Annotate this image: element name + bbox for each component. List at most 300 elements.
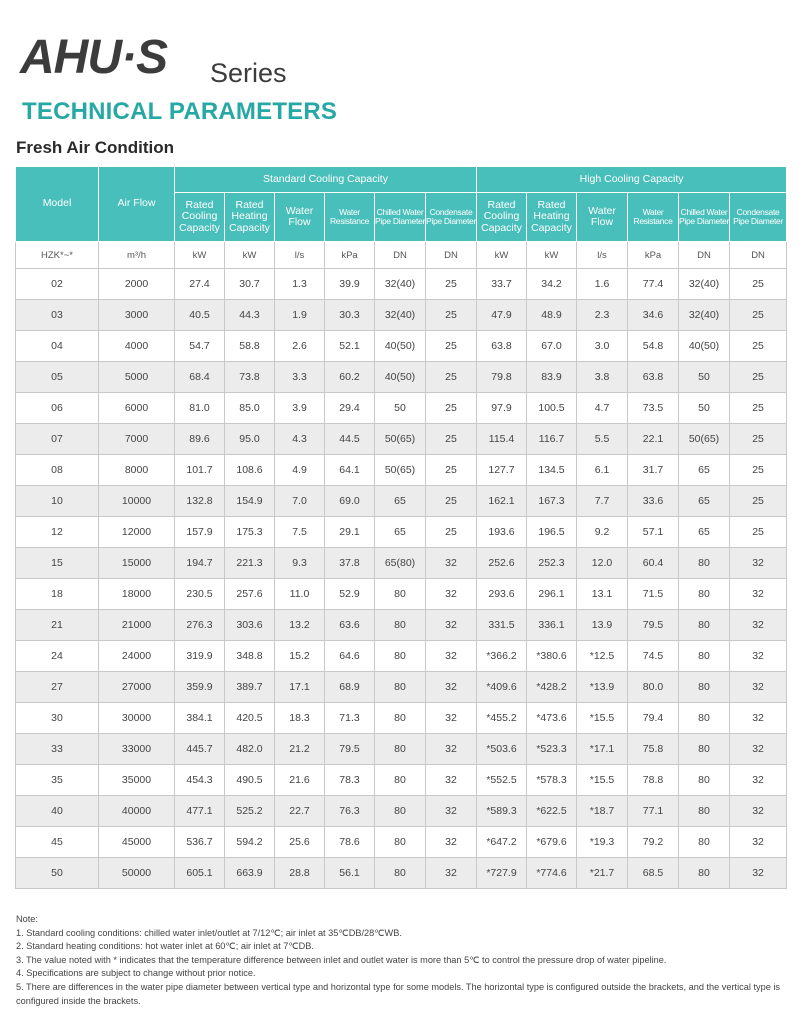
- table-cell: 25: [426, 331, 477, 362]
- table-cell: 11.0: [275, 579, 325, 610]
- table-cell: 32(40): [679, 300, 730, 331]
- table-cell: 116.7: [527, 424, 577, 455]
- table-cell: 50(65): [679, 424, 730, 455]
- unit-cell: kPa: [325, 242, 375, 269]
- table-cell: 80: [375, 796, 426, 827]
- section-title: Fresh Air Condition: [16, 138, 175, 157]
- table-cell: 252.3: [527, 548, 577, 579]
- unit-cell: kW: [477, 242, 527, 269]
- table-cell: 63.6: [325, 610, 375, 641]
- table-cell: *552.5: [477, 765, 527, 796]
- table-cell: 32: [426, 579, 477, 610]
- table-cell: 7000: [99, 424, 175, 455]
- model-cell: 50: [16, 858, 99, 889]
- table-cell: 15.2: [275, 641, 325, 672]
- table-cell: *473.6: [527, 703, 577, 734]
- table-cell: 32: [426, 610, 477, 641]
- table-cell: 80: [375, 672, 426, 703]
- table-cell: 50(65): [375, 455, 426, 486]
- table-cell: 25: [730, 486, 787, 517]
- table-row: [16, 796, 787, 827]
- table-cell: 28.8: [275, 858, 325, 889]
- table-cell: *455.2: [477, 703, 527, 734]
- table-cell: 77.1: [628, 796, 679, 827]
- table-cell: 50: [679, 393, 730, 424]
- table-cell: 25: [730, 424, 787, 455]
- table-cell: 80: [679, 703, 730, 734]
- table-cell: 25: [426, 269, 477, 300]
- table-cell: 32(40): [679, 269, 730, 300]
- table-cell: 32: [426, 765, 477, 796]
- table-cell: *523.3: [527, 734, 577, 765]
- header-group-row: [16, 167, 787, 193]
- table-cell: 3000: [99, 300, 175, 331]
- table-cell: 25: [426, 455, 477, 486]
- table-cell: 29.1: [325, 517, 375, 548]
- parameters-table: [15, 166, 787, 889]
- table-cell: 12000: [99, 517, 175, 548]
- brand-series: Series: [210, 58, 287, 88]
- table-cell: 32: [730, 703, 787, 734]
- table-cell: 13.9: [577, 610, 628, 641]
- header-std-rated-heating: Rated Heating Capacity: [225, 193, 275, 242]
- table-cell: 3.0: [577, 331, 628, 362]
- table-cell: 296.1: [527, 579, 577, 610]
- table-cell: 40(50): [375, 331, 426, 362]
- table-cell: 54.8: [628, 331, 679, 362]
- table-cell: 34.6: [628, 300, 679, 331]
- table-cell: 445.7: [175, 734, 225, 765]
- table-cell: 25: [426, 300, 477, 331]
- table-cell: 40000: [99, 796, 175, 827]
- unit-cell: DN: [375, 242, 426, 269]
- unit-cell: kW: [527, 242, 577, 269]
- table-cell: *647.2: [477, 827, 527, 858]
- table-cell: *679.6: [527, 827, 577, 858]
- unit-cell: DN: [730, 242, 787, 269]
- table-cell: 6.1: [577, 455, 628, 486]
- table-cell: 35000: [99, 765, 175, 796]
- table-cell: 32: [730, 765, 787, 796]
- table-row: [16, 424, 787, 455]
- table-cell: 12.0: [577, 548, 628, 579]
- model-cell: 04: [16, 331, 99, 362]
- table-cell: 80: [375, 610, 426, 641]
- table-cell: 5.5: [577, 424, 628, 455]
- table-cell: 32: [730, 858, 787, 889]
- table-cell: 77.4: [628, 269, 679, 300]
- model-cell: 45: [16, 827, 99, 858]
- table-cell: 65(80): [375, 548, 426, 579]
- table-cell: *380.6: [527, 641, 577, 672]
- table-cell: 52.9: [325, 579, 375, 610]
- model-cell: 40: [16, 796, 99, 827]
- model-cell: 35: [16, 765, 99, 796]
- table-cell: 32: [730, 579, 787, 610]
- table-cell: 25: [426, 517, 477, 548]
- table-cell: 25: [426, 424, 477, 455]
- table-cell: 33000: [99, 734, 175, 765]
- table-cell: 536.7: [175, 827, 225, 858]
- table-cell: 13.2: [275, 610, 325, 641]
- header-model: Model: [16, 167, 99, 242]
- table-cell: 48.9: [527, 300, 577, 331]
- table-cell: 25: [730, 362, 787, 393]
- table-cell: 80.0: [628, 672, 679, 703]
- table-cell: *366.2: [477, 641, 527, 672]
- table-cell: 33.6: [628, 486, 679, 517]
- table-cell: 31.7: [628, 455, 679, 486]
- table-row: [16, 579, 787, 610]
- table-cell: *622.5: [527, 796, 577, 827]
- table-cell: 21000: [99, 610, 175, 641]
- table-cell: 65: [679, 517, 730, 548]
- table-cell: 331.5: [477, 610, 527, 641]
- table-cell: 80: [679, 641, 730, 672]
- note-item: 4. Specifications are subject to change without prior notice.: [16, 968, 256, 979]
- table-row: [16, 641, 787, 672]
- table-cell: 32: [426, 734, 477, 765]
- table-cell: 80: [679, 796, 730, 827]
- table-cell: 32: [730, 610, 787, 641]
- table-cell: 32: [426, 827, 477, 858]
- table-cell: 157.9: [175, 517, 225, 548]
- table-cell: *13.9: [577, 672, 628, 703]
- table-cell: 25: [730, 300, 787, 331]
- table-row: [16, 269, 787, 300]
- unit-cell: m³/h: [99, 242, 175, 269]
- table-cell: *774.6: [527, 858, 577, 889]
- table-cell: 167.3: [527, 486, 577, 517]
- table-cell: 73.8: [225, 362, 275, 393]
- table-cell: 27.4: [175, 269, 225, 300]
- table-cell: 78.3: [325, 765, 375, 796]
- header-high-rated-heating: Rated Heating Capacity: [527, 193, 577, 242]
- table-cell: 50000: [99, 858, 175, 889]
- table-cell: 108.6: [225, 455, 275, 486]
- table-cell: 74.5: [628, 641, 679, 672]
- table-body: [16, 242, 787, 889]
- table-cell: 490.5: [225, 765, 275, 796]
- table-cell: 454.3: [175, 765, 225, 796]
- unit-cell: l/s: [577, 242, 628, 269]
- header-high-water-flow: Water Flow: [577, 193, 628, 242]
- table-cell: 252.6: [477, 548, 527, 579]
- table-cell: 64.1: [325, 455, 375, 486]
- table-cell: 80: [375, 734, 426, 765]
- table-cell: 45000: [99, 827, 175, 858]
- table-cell: 27000: [99, 672, 175, 703]
- table-cell: 60.2: [325, 362, 375, 393]
- model-cell: 02: [16, 269, 99, 300]
- table-cell: 221.3: [225, 548, 275, 579]
- header-standard-cooling: Standard Cooling Capacity: [175, 167, 477, 193]
- table-cell: 79.2: [628, 827, 679, 858]
- table-cell: *428.2: [527, 672, 577, 703]
- unit-cell: kW: [175, 242, 225, 269]
- table-cell: 420.5: [225, 703, 275, 734]
- table-row: [16, 486, 787, 517]
- table-cell: 40(50): [375, 362, 426, 393]
- table-cell: 663.9: [225, 858, 275, 889]
- table-cell: 24000: [99, 641, 175, 672]
- unit-cell: DN: [679, 242, 730, 269]
- unit-cell: kW: [225, 242, 275, 269]
- header-high-condensate-pipe: Condensate Pipe Diameter: [730, 193, 787, 242]
- table-cell: 32: [426, 641, 477, 672]
- table-cell: 13.1: [577, 579, 628, 610]
- table-cell: 65: [679, 455, 730, 486]
- table-cell: 10000: [99, 486, 175, 517]
- table-cell: 230.5: [175, 579, 225, 610]
- table-cell: 68.5: [628, 858, 679, 889]
- table-cell: *17.1: [577, 734, 628, 765]
- header-std-rated-cooling: Rated Cooling Capacity: [175, 193, 225, 242]
- table-cell: 8000: [99, 455, 175, 486]
- table-cell: 80: [375, 827, 426, 858]
- table-cell: 50: [679, 362, 730, 393]
- table-row: [16, 734, 787, 765]
- table-cell: 80: [375, 858, 426, 889]
- model-cell: 21: [16, 610, 99, 641]
- table-row: [16, 703, 787, 734]
- table-cell: 336.1: [527, 610, 577, 641]
- table-cell: 25: [730, 517, 787, 548]
- units-row: [16, 242, 787, 269]
- table-row: [16, 300, 787, 331]
- table-cell: 71.3: [325, 703, 375, 734]
- table-cell: 65: [679, 486, 730, 517]
- table-cell: 25: [730, 331, 787, 362]
- table-cell: 78.8: [628, 765, 679, 796]
- table-cell: 7.5: [275, 517, 325, 548]
- table-cell: 65: [375, 486, 426, 517]
- table-cell: 3.9: [275, 393, 325, 424]
- table-cell: 30.7: [225, 269, 275, 300]
- table-cell: 32: [426, 672, 477, 703]
- unit-cell: DN: [426, 242, 477, 269]
- table-cell: 40(50): [679, 331, 730, 362]
- table-cell: 69.0: [325, 486, 375, 517]
- table-cell: 154.9: [225, 486, 275, 517]
- table-row: [16, 331, 787, 362]
- table-cell: 32: [730, 796, 787, 827]
- table-cell: *18.7: [577, 796, 628, 827]
- table-cell: 4000: [99, 331, 175, 362]
- model-cell: 06: [16, 393, 99, 424]
- table-cell: 482.0: [225, 734, 275, 765]
- table-cell: 193.6: [477, 517, 527, 548]
- table-cell: 57.1: [628, 517, 679, 548]
- table-cell: 79.8: [477, 362, 527, 393]
- table-cell: 33.7: [477, 269, 527, 300]
- table-cell: 1.3: [275, 269, 325, 300]
- table-cell: 32: [730, 548, 787, 579]
- table-cell: 39.9: [325, 269, 375, 300]
- table-cell: 30000: [99, 703, 175, 734]
- model-cell: 30: [16, 703, 99, 734]
- table-cell: 15000: [99, 548, 175, 579]
- table-cell: 80: [679, 858, 730, 889]
- table-cell: 477.1: [175, 796, 225, 827]
- table-cell: 115.4: [477, 424, 527, 455]
- table-cell: 22.1: [628, 424, 679, 455]
- table-cell: 605.1: [175, 858, 225, 889]
- table-cell: *21.7: [577, 858, 628, 889]
- table-cell: 7.7: [577, 486, 628, 517]
- table-cell: 56.1: [325, 858, 375, 889]
- table-cell: 80: [679, 827, 730, 858]
- table-cell: 32: [426, 858, 477, 889]
- table-cell: *503.6: [477, 734, 527, 765]
- table-cell: 162.1: [477, 486, 527, 517]
- table-row: [16, 393, 787, 424]
- table-cell: 97.9: [477, 393, 527, 424]
- table-cell: 21.6: [275, 765, 325, 796]
- table-cell: 54.7: [175, 331, 225, 362]
- table-cell: 79.4: [628, 703, 679, 734]
- model-cell: 24: [16, 641, 99, 672]
- header-high-cooling: High Cooling Capacity: [477, 167, 787, 193]
- model-cell: 10: [16, 486, 99, 517]
- table-cell: 30.3: [325, 300, 375, 331]
- table-cell: 389.7: [225, 672, 275, 703]
- table-cell: 80: [679, 610, 730, 641]
- model-cell: 05: [16, 362, 99, 393]
- table-cell: 101.7: [175, 455, 225, 486]
- table-row: [16, 858, 787, 889]
- table-cell: 81.0: [175, 393, 225, 424]
- table-cell: 3.8: [577, 362, 628, 393]
- table-cell: 17.1: [275, 672, 325, 703]
- table-cell: 32(40): [375, 300, 426, 331]
- table-row: [16, 610, 787, 641]
- table-cell: 25: [426, 393, 477, 424]
- table-cell: 85.0: [225, 393, 275, 424]
- table-cell: 80: [375, 641, 426, 672]
- table-cell: 32: [730, 672, 787, 703]
- table-cell: 3.3: [275, 362, 325, 393]
- table-cell: *727.9: [477, 858, 527, 889]
- table-cell: 6000: [99, 393, 175, 424]
- header-std-condensate-pipe: Condensate Pipe Diameter: [426, 193, 477, 242]
- note-item: 1. Standard cooling conditions: chilled water inlet/outlet at 7/12℃; air inlet at 35℃DB/28℃WB.: [16, 927, 402, 938]
- table-cell: 80: [679, 765, 730, 796]
- model-cell: 07: [16, 424, 99, 455]
- table-cell: 52.1: [325, 331, 375, 362]
- table-cell: 80: [375, 703, 426, 734]
- table-cell: 348.8: [225, 641, 275, 672]
- table-cell: 594.2: [225, 827, 275, 858]
- table-cell: 25: [730, 393, 787, 424]
- notes-section: [16, 913, 788, 1008]
- table-cell: 175.3: [225, 517, 275, 548]
- table-cell: 9.2: [577, 517, 628, 548]
- table-cell: *15.5: [577, 765, 628, 796]
- table-cell: 80: [375, 765, 426, 796]
- table-cell: 32: [426, 548, 477, 579]
- table-row: [16, 765, 787, 796]
- table-cell: 75.8: [628, 734, 679, 765]
- table-cell: 276.3: [175, 610, 225, 641]
- table-cell: *409.6: [477, 672, 527, 703]
- table-cell: 50(65): [375, 424, 426, 455]
- table-cell: 80: [679, 734, 730, 765]
- table-cell: 525.2: [225, 796, 275, 827]
- table-row: [16, 672, 787, 703]
- table-cell: 68.9: [325, 672, 375, 703]
- table-cell: 44.5: [325, 424, 375, 455]
- table-cell: 18.3: [275, 703, 325, 734]
- table-cell: 89.6: [175, 424, 225, 455]
- unit-cell: HZK*~*: [16, 242, 99, 269]
- table-cell: 303.6: [225, 610, 275, 641]
- table-cell: 80: [679, 579, 730, 610]
- table-cell: 196.5: [527, 517, 577, 548]
- table-cell: 127.7: [477, 455, 527, 486]
- table-cell: 63.8: [477, 331, 527, 362]
- table-row: [16, 455, 787, 486]
- table-row: [16, 827, 787, 858]
- table-cell: 80: [679, 672, 730, 703]
- notes-heading: Note:: [16, 914, 38, 924]
- table-cell: 9.3: [275, 548, 325, 579]
- unit-cell: kPa: [628, 242, 679, 269]
- table-cell: 78.6: [325, 827, 375, 858]
- table-cell: 47.9: [477, 300, 527, 331]
- table-cell: 80: [679, 548, 730, 579]
- header-high-rated-cooling: Rated Cooling Capacity: [477, 193, 527, 242]
- table-cell: 32: [730, 641, 787, 672]
- model-cell: 27: [16, 672, 99, 703]
- table-cell: 5000: [99, 362, 175, 393]
- table-cell: 134.5: [527, 455, 577, 486]
- table-cell: 293.6: [477, 579, 527, 610]
- table-cell: *12.5: [577, 641, 628, 672]
- table-cell: 68.4: [175, 362, 225, 393]
- table-cell: 25: [426, 486, 477, 517]
- table-cell: 50: [375, 393, 426, 424]
- header-std-chilled-pipe: Chilled Water Pipe Diameter: [375, 193, 426, 242]
- model-cell: 33: [16, 734, 99, 765]
- table-cell: *19.3: [577, 827, 628, 858]
- model-cell: 15: [16, 548, 99, 579]
- table-cell: 76.3: [325, 796, 375, 827]
- table-cell: 1.9: [275, 300, 325, 331]
- table-cell: 60.4: [628, 548, 679, 579]
- table-cell: 71.5: [628, 579, 679, 610]
- header-high-chilled-pipe: Chilled Water Pipe Diameter: [679, 193, 730, 242]
- table-cell: 34.2: [527, 269, 577, 300]
- table-cell: 4.7: [577, 393, 628, 424]
- header-std-water-resistance: Water Resistance: [325, 193, 375, 242]
- table-cell: 63.8: [628, 362, 679, 393]
- brand-name: AHU·S: [20, 31, 167, 84]
- table-cell: 44.3: [225, 300, 275, 331]
- table-cell: 257.6: [225, 579, 275, 610]
- table-cell: 22.7: [275, 796, 325, 827]
- table-cell: 80: [375, 579, 426, 610]
- model-cell: 08: [16, 455, 99, 486]
- table-cell: *15.5: [577, 703, 628, 734]
- table-cell: 194.7: [175, 548, 225, 579]
- note-item: 3. The value noted with * indicates that the temperature difference between inlet and outlet water is more than 5℃ to control the pressure drop of water pipeline.: [16, 954, 667, 965]
- header-air-flow: Air Flow: [99, 167, 175, 242]
- header-std-water-flow: Water Flow: [275, 193, 325, 242]
- table-cell: 95.0: [225, 424, 275, 455]
- table-row: [16, 517, 787, 548]
- table-cell: *578.3: [527, 765, 577, 796]
